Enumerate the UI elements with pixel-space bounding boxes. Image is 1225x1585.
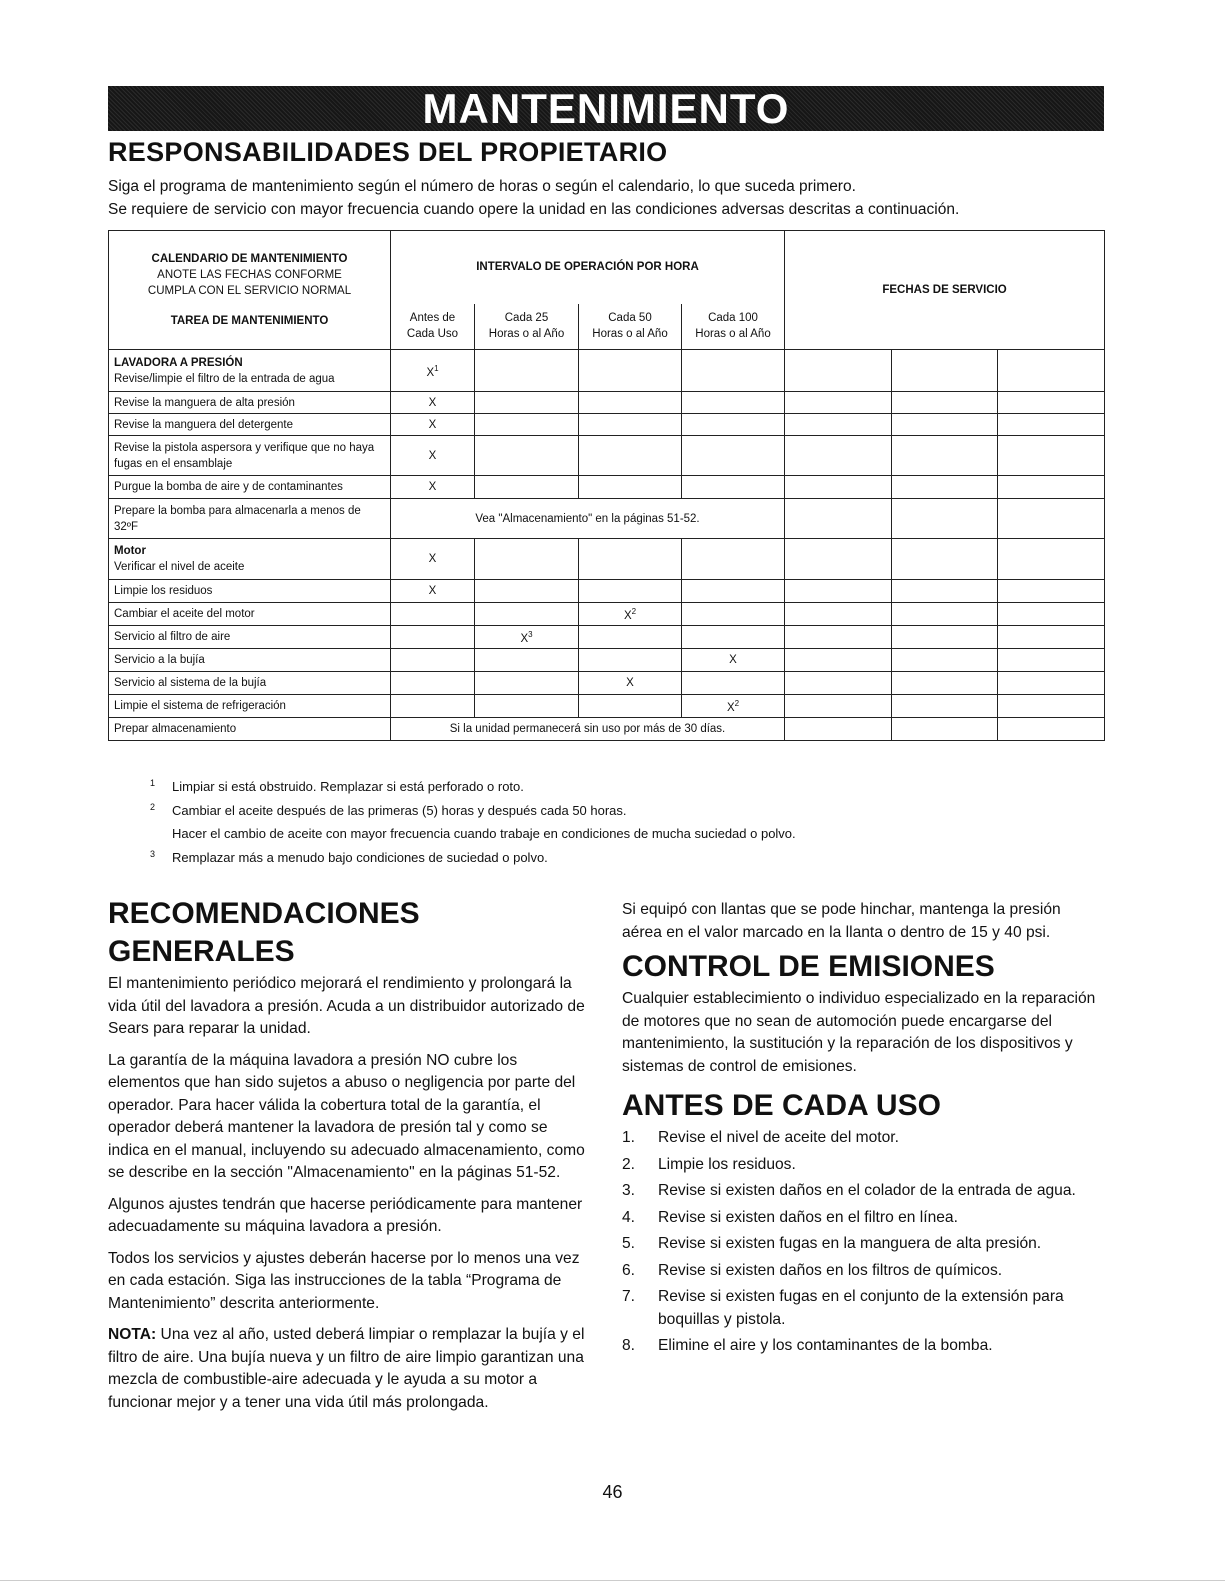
list-item: 1. Revise el nivel de aceite del motor. [622, 1129, 899, 1146]
owner-intro [108, 175, 1108, 221]
section-washer-label: LAVADORA A PRESIÓN [114, 356, 243, 369]
table-row [109, 539, 1105, 580]
mark-cell: X [579, 672, 682, 695]
footnote: 2 Cambiar el aceite después de las primeras (5) horas y después cada 50 horas. [150, 801, 627, 818]
task-label: Limpie los residuos [109, 580, 391, 603]
task-label: Purgue la bomba de aire y de contaminantes [109, 476, 391, 499]
table-row [109, 499, 1105, 539]
table-row [109, 718, 1105, 741]
right-column [622, 899, 1102, 1362]
list-item: 6. Revise si existen daños en los filtros de químicos. [622, 1261, 1003, 1279]
maintenance-schedule-table [108, 230, 1105, 741]
calendar-header-cell [109, 231, 391, 350]
service-dates-header: FECHAS DE SERVICIO [785, 231, 1105, 350]
task-label: Servicio a la bujía [109, 649, 391, 672]
calendar-note: ANOTE LAS FECHAS CONFORME [157, 269, 342, 281]
before-use-list [622, 1127, 1102, 1358]
intro-line: Siga el programa de mantenimiento según el número de horas o según el calendario, lo que suceda primero. [108, 178, 856, 195]
table-row [109, 695, 1105, 718]
footnote: 1 Limpiar si está obstruido. Remplazar si está perforado o roto. [150, 778, 524, 794]
task-label: Revise la manguera de alta presión [109, 392, 391, 414]
calendar-title: CALENDARIO DE MANTENIMIENTO [151, 253, 348, 265]
page-banner [108, 86, 1104, 131]
task-label: Cambiar el aceite del motor [109, 603, 391, 626]
list-item: 5. Revise si existen fugas en la manguera de alta presión. [622, 1235, 1042, 1252]
mark-cell: $X^2$ [579, 603, 682, 626]
list-item: 8. Elimine el aire y los contaminantes de la bomba. [622, 1337, 993, 1354]
table-row [109, 392, 1105, 414]
table-row [109, 476, 1105, 499]
general-recommendations-title: RECOMENDACIONES GENERALES [108, 897, 420, 968]
interval-col-100h: Cada 100 Horas o al Año [682, 304, 785, 350]
emissions-paragraph: Cualquier establecimiento o individuo especializado en la reparación de motores que no sean de automoción puede encargarse del mantenimiento, la sustitución y la reparación de los dispositivos y sistemas de control de emisiones. [622, 990, 1096, 1075]
mark-cell: $X^2$ [682, 695, 785, 718]
mark-cell: $X^1$ [391, 350, 475, 392]
list-item: 3. Revise si existen daños en el colador de la entrada de agua. [622, 1182, 1076, 1199]
table-row [109, 626, 1105, 649]
task-label: Prepare la bomba para almacenarla a menos de 32ºF [109, 499, 391, 539]
paragraph: Algunos ajustes tendrán que hacerse periódicamente para mantener adecuadamente su máquina lavadora a presión. [108, 1195, 583, 1235]
calendar-note: CUMPLA CON EL SERVICIO NORMAL [147, 285, 352, 297]
task-label: Revise la pistola aspersora y verifique que no haya fugas en el ensamblaje [109, 436, 391, 476]
task-label: Revise la manguera del detergente [109, 414, 391, 436]
banner-title: MANTENIMIENTO [422, 85, 790, 132]
footnotes [150, 775, 796, 869]
task-header: TAREA DE MANTENIMIENTO [170, 315, 329, 327]
intro-line: Se requiere de servicio con mayor frecuencia cuando opere la unidad en las condiciones adversas descritas a continuación. [108, 201, 960, 218]
interval-header: INTERVALO DE OPERACIÓN POR HORA [391, 231, 785, 304]
task-label: Servicio al sistema de la bujía [109, 672, 391, 695]
general-recommendations-column [108, 895, 588, 1423]
task-label: Servicio al filtro de aire [109, 626, 391, 649]
owner-responsibilities-title: RESPONSABILIDADES DEL PROPIETARIO [108, 137, 668, 167]
footnote: 3 Remplazar más a menudo bajo condiciones de suciedad o polvo. [150, 848, 548, 865]
storage-note: Si la unidad permanecerá sin uso por más de 30 días. [391, 718, 785, 741]
note-paragraph: NOTA: Una vez al año, usted deberá limpiar o remplazar la bujía y el filtro de aire. Una bujía nueva y un filtro de aire limpio garantizan una mezcla de combustible-aire adecuada y le ayuda a su motor a funcionar mejor y a tener una vida útil más prolongada. [108, 1326, 585, 1411]
table-row [109, 649, 1105, 672]
table-row [109, 350, 1105, 392]
note-label: NOTA: [108, 1326, 157, 1343]
list-item: 2. Limpie los residuos. [622, 1155, 796, 1173]
table-row [109, 414, 1105, 436]
task-label: Revise/limpie el filtro de la entrada de agua [114, 372, 335, 385]
mark-cell: $X^3$ [475, 626, 579, 649]
mark-cell: X [391, 539, 475, 580]
tire-paragraph: Si equipó con llantas que se pode hinchar, mantenga la presión aérea en el valor marcado en la llanta o dentro de 15 y 40 psi. [622, 901, 1061, 941]
paragraph: La garantía de la máquina lavadora a presión NO cubre los elementos que han sido sujetos a abuso o negligencia por parte del operador. Para hacer válida la cobertura total de la garantía, el operador deberá mantener la lavadora de presión tal y como se indica en el manual, incluyendo su adecuado almacenamiento, como se describe en la sección "Almacenamiento" en la páginas 51-52. [108, 1051, 585, 1181]
emissions-title: CONTROL DE EMISIONES [622, 950, 995, 983]
task-label: Prepar almacenamiento [109, 718, 391, 741]
table-row [109, 672, 1105, 695]
task-label: Limpie el sistema de refrigeración [109, 695, 391, 718]
before-use-title: ANTES DE CADA USO [622, 1089, 941, 1122]
task-label: Verificar el nivel de aceite [114, 561, 245, 573]
section-motor-label: Motor [114, 545, 146, 557]
interval-col-before-use: Antes de Cada Uso [391, 304, 475, 350]
storage-note: Vea "Almacenamiento" en la páginas 51-52. [391, 499, 785, 539]
interval-col-50h: Cada 50 Horas o al Año [579, 304, 682, 350]
page-number: 46 [602, 1482, 623, 1502]
mark-cell: X [391, 476, 475, 499]
paragraph: Todos los servicios y ajustes deberán hacerse por lo menos una vez en cada estación. Siga las instrucciones de la tabla “Programa de Mantenimiento” descrita anteriormente. [108, 1249, 580, 1312]
mark-cell: X [682, 649, 785, 672]
list-item: 4. Revise si existen daños en el filtro en línea. [622, 1208, 958, 1226]
mark-cell: X [391, 436, 475, 476]
paragraph: El mantenimiento periódico mejorará el rendimiento y prolongará la vida útil del lavadora a presión. Acuda a un distribuidor autorizado de Sears para reparar la unidad. [108, 975, 585, 1037]
table-row [109, 580, 1105, 603]
mark-cell: X [391, 392, 475, 414]
page-edge-line [0, 1580, 1225, 1581]
table-row [109, 603, 1105, 626]
mark-cell: X [391, 414, 475, 436]
footnote: Hacer el cambio de aceite con mayor frecuencia cuando trabaje en condiciones de mucha suciedad o polvo. [172, 826, 796, 841]
mark-cell: X [391, 580, 475, 603]
list-item: 7. Revise si existen fugas en el conjunto de la extensión para boquillas y pistola. [622, 1288, 1064, 1328]
table-row [109, 436, 1105, 476]
interval-col-25h: Cada 25 Horas o al Año [475, 304, 579, 350]
